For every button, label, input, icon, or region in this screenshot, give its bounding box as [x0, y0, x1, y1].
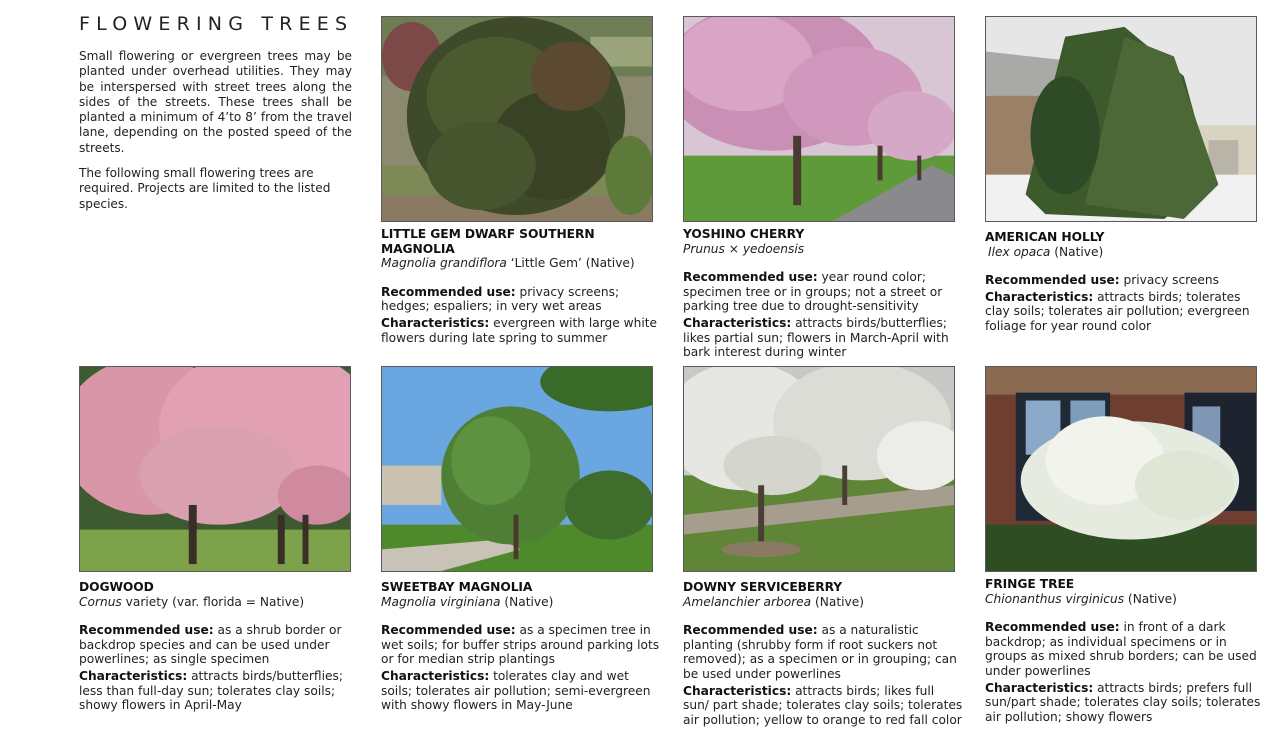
scientific-name: Cornus variety (var. florida = Native) [79, 594, 305, 609]
scientific-name: Prunus × yedoensis [683, 241, 805, 256]
intro-paragraph: The following small flowering trees are required. Projects are limited to the listed species. [79, 166, 331, 211]
intro-paragraph: Small flowering or evergreen trees may be planted under overhead utilities. They may be interspersed with street trees along the sides of the streets. These trees shall be planted a minimum of 4’to 8’ from the travel lane, depending on the posted speed of the streets. [79, 49, 352, 155]
sweetbay-photo [381, 366, 653, 572]
cherry-trees-photo [683, 16, 955, 222]
recommended-use: Recommended use: as a shrub border or backdrop species and can be used under powerlines; as single specimen [79, 623, 342, 667]
characteristics: Characteristics: attracts birds; tolerates clay soils; tolerates air pollution; evergreen foliage for year round color [985, 289, 1250, 333]
scientific-name: Amelanchier arborea (Native) [683, 594, 864, 609]
recommended-use: Recommended use: privacy screens; hedges; espaliers; in very wet areas [381, 284, 620, 314]
magnolia-shrub-photo [381, 16, 653, 222]
recommended-use: Recommended use: privacy screens [985, 273, 1219, 288]
tree-card-little-gem-magnolia [381, 227, 661, 347]
tree-card-sweetbay-magnolia [381, 580, 661, 715]
characteristics: Characteristics: evergreen with large white flowers during late spring to summer [381, 315, 658, 345]
dogwood-photo [79, 366, 351, 572]
tree-name: AMERICAN HOLLY [985, 230, 1105, 244]
tree-card-american-holly [985, 230, 1265, 336]
tree-card-downy-serviceberry [683, 580, 963, 729]
tree-card-dogwood [79, 580, 359, 715]
tree-card-yoshino-cherry [683, 227, 963, 362]
serviceberry-photo [683, 366, 955, 572]
scientific-name: Magnolia grandiflora ‘Little Gem’ (Native) [381, 256, 635, 271]
tree-name: DOGWOOD [79, 580, 154, 594]
tree-name: LITTLE GEM DWARF SOUTHERN MAGNOLIA [381, 227, 595, 256]
characteristics: Characteristics: attracts birds/butterflies; less than full-day sun; tolerates clay soils; showy flowers in April-May [79, 668, 343, 713]
characteristics: Characteristics: tolerates clay and wet soils; tolerates air pollution; semi-evergreen with showy flowers in May-June [381, 668, 651, 713]
fringe-tree-photo [985, 366, 1257, 572]
recommended-use: Recommended use: year round color; specimen tree or in groups; not a street or parking tree due to drought-sensitivity [683, 270, 943, 314]
recommended-use: Recommended use: in front of a dark backdrop; as individual specimens or in groups as mixed shrub borders; can be used under powerlines [985, 620, 1257, 678]
tree-card-fringe-tree [985, 577, 1265, 726]
scientific-name: Chionanthus virginicus (Native) [985, 591, 1177, 606]
scientific-name: Magnolia virginiana (Native) [381, 594, 554, 609]
tree-name: DOWNY SERVICEBERRY [683, 580, 843, 594]
tree-name: SWEETBAY MAGNOLIA [381, 580, 533, 594]
tree-name: FRINGE TREE [985, 577, 1075, 591]
scientific-name: Ilex opaca (Native) [988, 244, 1104, 259]
tree-name: YOSHINO CHERRY [683, 227, 805, 241]
recommended-use: Recommended use: as a naturalistic planting (shrubby form if root suckers not removed); as a specimen or in grouping; can be used under powerlines [683, 623, 957, 681]
recommended-use: Recommended use: as a specimen tree in wet soils; for buffer strips around parking lots or for median strip plantings [381, 623, 660, 667]
characteristics: Characteristics: attracts birds; likes full sun/ part shade; tolerates clay soils; tolerates air pollution; yellow to orange to red fall color [683, 683, 963, 727]
holly-tree-photo [985, 16, 1257, 222]
page-title: FLOWERING TREES [79, 13, 354, 35]
intro-text [79, 49, 352, 222]
characteristics: Characteristics: attracts birds/butterflies; likes partial sun; flowers in March-April with bark interest during winter [683, 315, 949, 360]
characteristics: Characteristics: attracts birds; prefers full sun/part shade; tolerates clay soils; tolerates air pollution; showy flowers [985, 680, 1261, 724]
